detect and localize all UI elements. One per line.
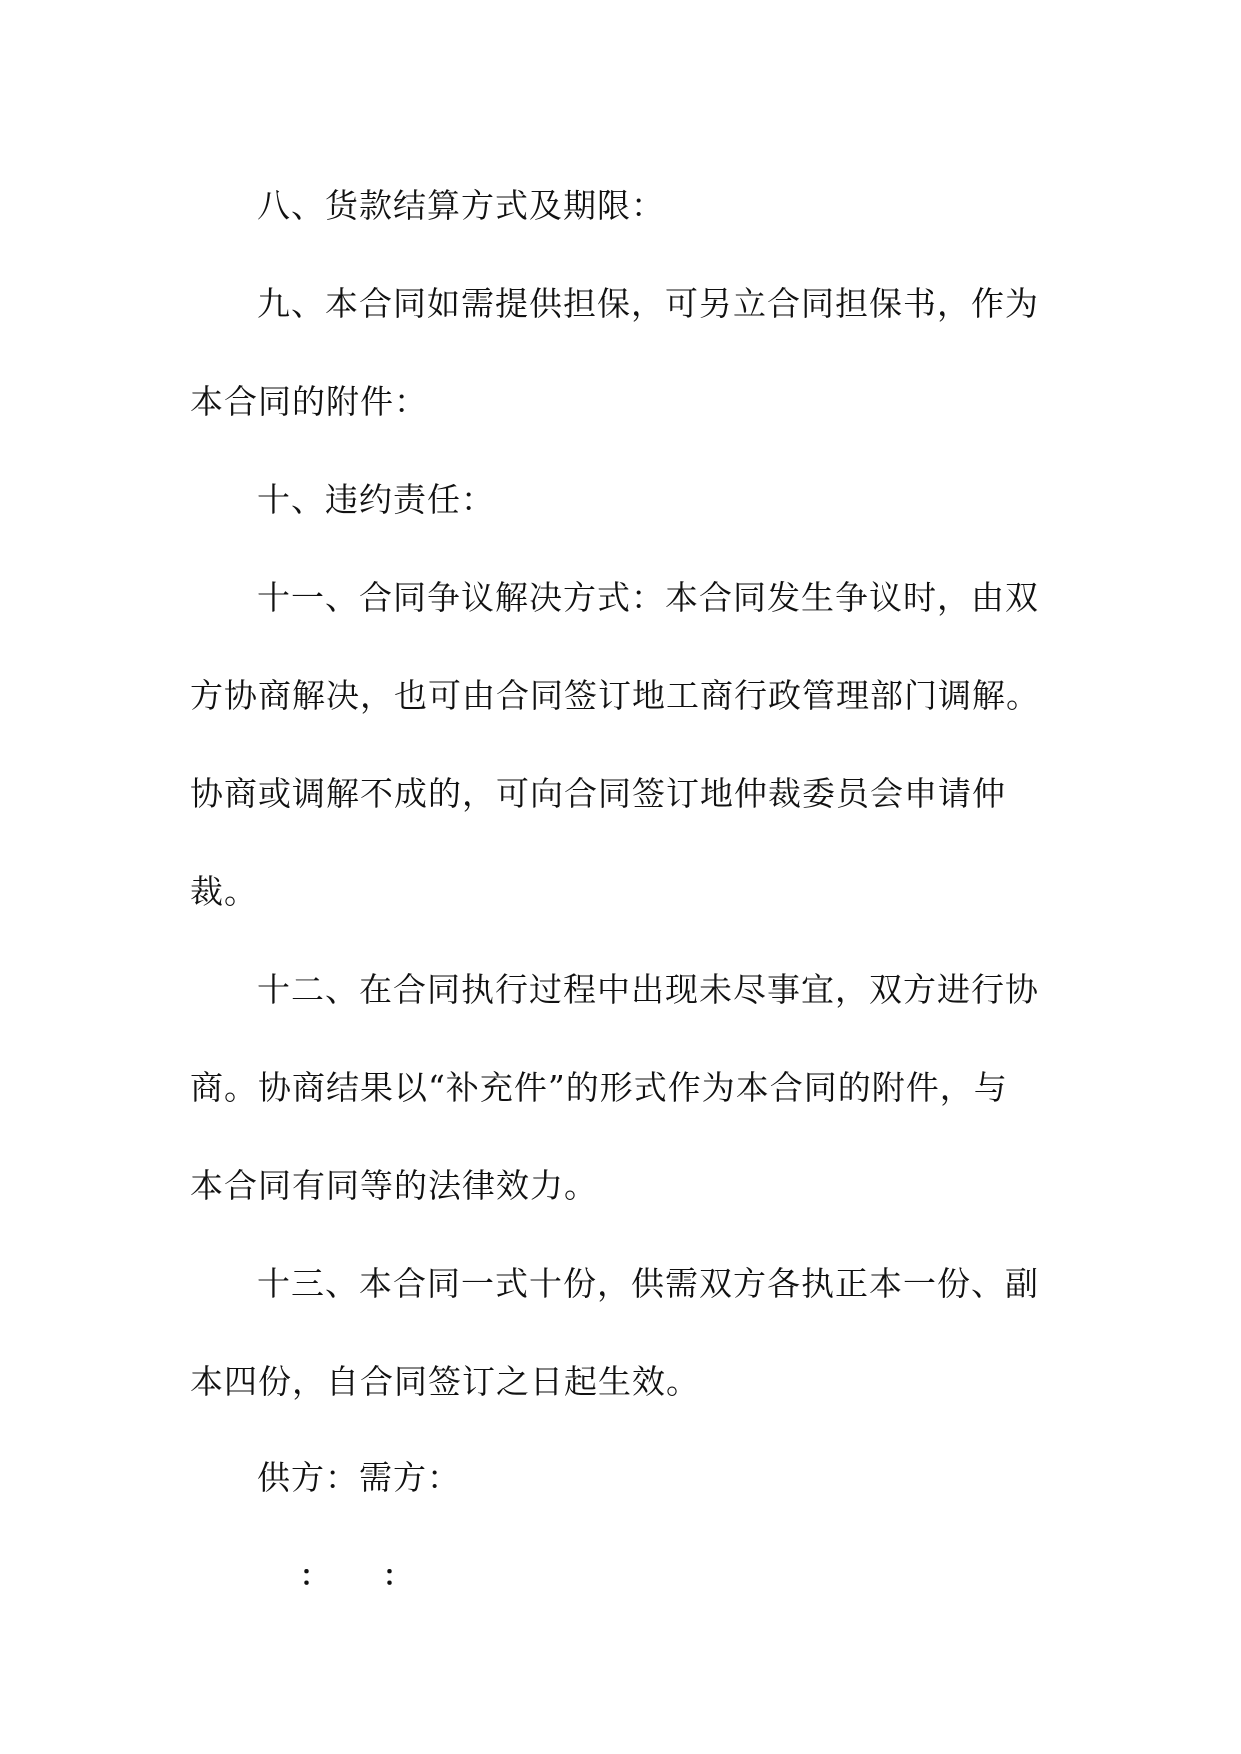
buyer-signature-colon: ： <box>383 1559 412 1592</box>
clause-8-line: 八、货款结算方式及期限： <box>257 186 665 225</box>
clause-11-line-2: 方协商解决，也可由合同签订地工商行政管理部门调解。 <box>190 676 1040 715</box>
clause-13-line-1: 十三、本合同一式十份，供需双方各执正本一份、副 <box>257 1264 1039 1303</box>
signature-parties-line: 供方：需方： <box>257 1458 461 1497</box>
supplier-signature-colon: ： <box>300 1559 329 1592</box>
clause-11-line-4: 裁。 <box>190 872 258 911</box>
clause-12-line-2: 商。协商结果以“补充件”的形式作为本合同的附件，与 <box>190 1068 1008 1107</box>
clause-12-line-1: 十二、在合同执行过程中出现未尽事宜，双方进行协 <box>257 970 1039 1009</box>
clause-11-line-3: 协商或调解不成的，可向合同签订地仲裁委员会申请仲 <box>190 774 1006 813</box>
clause-9-line-1: 九、本合同如需提供担保，可另立合同担保书，作为 <box>257 284 1039 323</box>
clause-13-line-2: 本四份，自合同签订之日起生效。 <box>190 1362 700 1401</box>
clause-9-line-2: 本合同的附件： <box>190 382 428 421</box>
clause-11-line-1: 十一、合同争议解决方式：本合同发生争议时，由双 <box>257 578 1039 617</box>
clause-10-line: 十、违约责任： <box>257 480 495 519</box>
clause-12-line-3: 本合同有同等的法律效力。 <box>190 1166 598 1205</box>
